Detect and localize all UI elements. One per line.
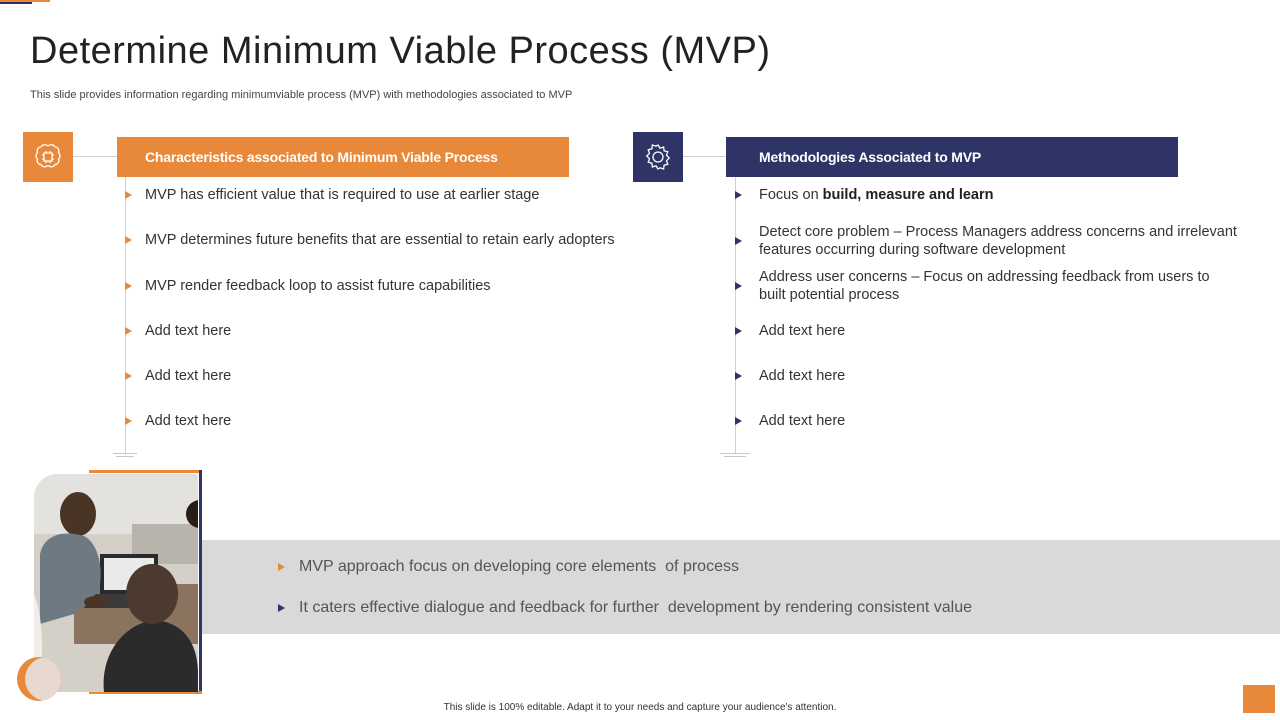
left-panel-heading: Characteristics associated to Minimum Viable Process [117, 137, 569, 177]
triangle-bullet-icon [125, 327, 132, 335]
triangle-bullet-icon [735, 237, 742, 245]
triangle-bullet-icon [735, 282, 742, 290]
summary-item: It caters effective dialogue and feedback for further development by rendering consistent value [278, 599, 972, 617]
left-list-item: MVP render feedback loop to assist future capabilities [125, 277, 625, 295]
slide-subtitle: This slide provides information regarding minimumviable process (MVP) with methodologies associated to MVP [30, 89, 573, 101]
summary-band [202, 540, 1280, 634]
triangle-bullet-icon [125, 282, 132, 290]
triangle-bullet-icon [125, 372, 132, 380]
right-timeline-foot-2 [724, 456, 746, 457]
left-list-item: Add text here [125, 322, 625, 340]
triangle-bullet-icon [278, 604, 285, 612]
left-connector [73, 156, 117, 157]
brain-chip-icon [23, 132, 73, 182]
slide-title: Determine Minimum Viable Process (MVP) [30, 30, 771, 72]
right-list-item: Add text here [735, 412, 1235, 430]
triangle-bullet-icon [735, 327, 742, 335]
triangle-bullet-icon [125, 236, 132, 244]
right-connector [683, 156, 726, 157]
team-meeting-photo [34, 474, 198, 692]
triangle-bullet-icon [278, 563, 285, 571]
right-list-item: Add text here [735, 322, 1235, 340]
right-panel-heading: Methodologies Associated to MVP [726, 137, 1178, 177]
triangle-bullet-icon [125, 417, 132, 425]
left-list-item: Add text here [125, 367, 625, 385]
triangle-bullet-icon [735, 191, 742, 199]
left-list-item: MVP determines future benefits that are essential to retain early adopters [125, 231, 645, 249]
left-timeline-foot-2 [116, 456, 134, 457]
triangle-bullet-icon [735, 417, 742, 425]
footer-note: This slide is 100% editable. Adapt it to your needs and capture your audience's attention. [443, 702, 837, 713]
left-list-item: MVP has efficient value that is required to use at earlier stage [125, 186, 625, 204]
right-list-item: Detect core problem – Process Managers address concerns and irrelevant features occurring during software development [735, 223, 1255, 259]
right-list-item: Add text here [735, 367, 1235, 385]
decorative-square [1243, 685, 1275, 713]
left-list-item: Add text here [125, 412, 625, 430]
triangle-bullet-icon [735, 372, 742, 380]
right-list-item: Focus on build, measure and learn [735, 186, 1235, 204]
left-timeline-foot [113, 453, 137, 454]
decorative-circle [17, 657, 61, 701]
triangle-bullet-icon [125, 191, 132, 199]
right-timeline-foot [720, 453, 750, 454]
corner-accent [0, 0, 50, 4]
right-list-item: Address user concerns – Focus on addressing feedback from users to built potential process [735, 268, 1235, 304]
summary-item: MVP approach focus on developing core elements of process [278, 558, 739, 576]
gear-icon [633, 132, 683, 182]
